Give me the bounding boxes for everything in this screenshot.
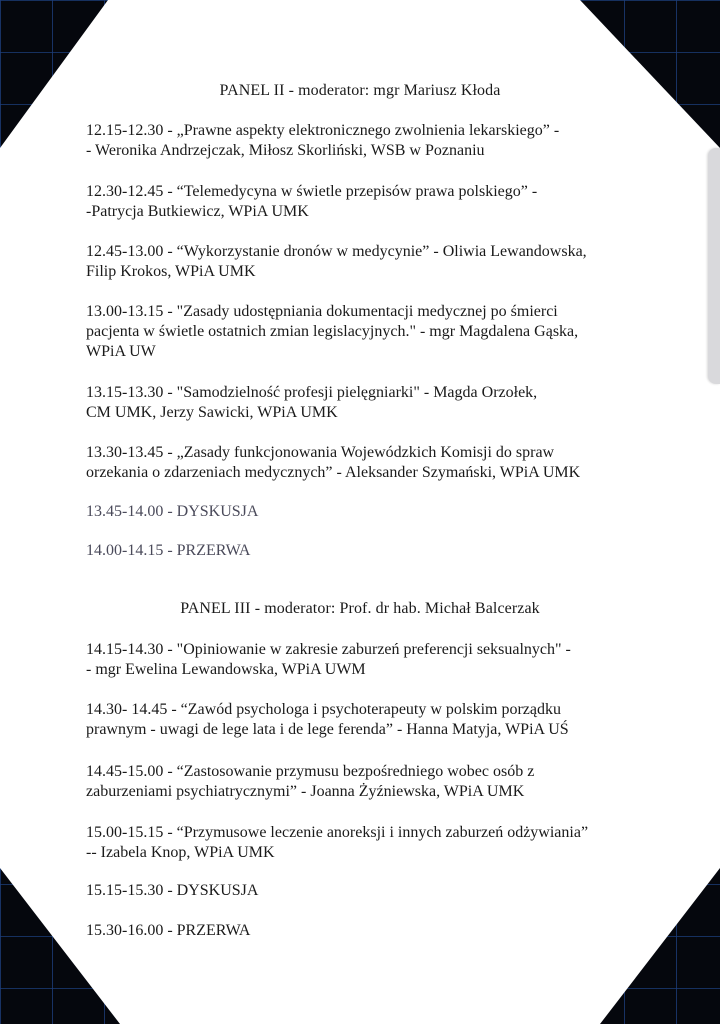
text-line: 13.15-13.30 - "Samodzielność profesji pielęgniarki" - Magda Orzołek,: [86, 384, 538, 401]
panel-2-talk-4: [86, 302, 578, 362]
text-line: 14.15-14.30 - "Opiniowanie w zakresie zaburzeń preferencji seksualnych" -: [86, 641, 571, 658]
text-line: Filip Krokos, WPiA UMK: [86, 263, 256, 280]
text-line: 15.15-15.30 - DYSKUSJA: [86, 882, 259, 899]
text-line: 15.00-15.15 - “Przymusowe leczenie anoreksji i innych zaburzeń odżywiania”: [86, 824, 589, 841]
panel-2-discussion: [86, 502, 258, 522]
text-line: 14.45-15.00 - “Zastosowanie przymusu bezpośredniego wobec osób z: [86, 763, 535, 780]
panel-3-talk-2: [86, 700, 569, 740]
panel-2-talk-1: [86, 121, 559, 161]
text-line: 12.45-13.00 - “Wykorzystanie dronów w medycynie” - Oliwia Lewandowska,: [86, 243, 587, 260]
text-line: WPiA UW: [86, 343, 156, 360]
text-line: prawnym - uwagi de lege lata i de lege ferenda” - Hanna Matyja, WPiA UŚ: [86, 721, 569, 738]
panel-3-talk-4: [86, 823, 588, 863]
panel-3-talk-1: [86, 640, 571, 680]
text-line: zaburzeniami psychiatrycznymi” - Joanna Żyźniewska, WPiA UMK: [86, 783, 525, 800]
panel-2-break: [86, 541, 250, 561]
text-line: orzekania o zdarzeniach medycznych” - Aleksander Szymański, WPiA UMK: [86, 464, 581, 481]
text-line: 14.30- 14.45 - “Zawód psychologa i psychoterapeuty w polskim porządku: [86, 701, 562, 718]
scroll-handle[interactable]: [708, 148, 720, 384]
text-line: 13.00-13.15 - "Zasady udostępniania dokumentacji medycznej po śmierci: [86, 303, 558, 320]
panel-3-break: [86, 921, 250, 941]
panel-3-talk-3: [86, 762, 534, 802]
panel-2-talk-2: [86, 182, 537, 222]
panel-2-talk-5: [86, 383, 537, 423]
text-line: - mgr Ewelina Lewandowska, WPiA UWM: [86, 661, 366, 678]
text-line: - Weronika Andrzejczak, Miłosz Skorliński, WSB w Poznaniu: [86, 142, 485, 159]
panel-2-title: PANEL II - moderator: mgr Mariusz Kłoda: [219, 82, 501, 99]
panel-2-talk-6: [86, 443, 580, 483]
text-line: 12.30-12.45 - “Telemedycyna w świetle przepisów prawa polskiego” -: [86, 183, 538, 200]
text-line: 13.45-14.00 - DYSKUSJA: [86, 503, 259, 520]
panel-3-title: PANEL III - moderator: Prof. dr hab. Michał Balcerzak: [180, 600, 540, 617]
text-line: CM UMK, Jerzy Sawicki, WPiA UMK: [86, 404, 338, 421]
text-line: 13.30-13.45 - „Zasady funkcjonowania Wojewódzkich Komisji do spraw: [86, 444, 555, 461]
text-line: 12.15-12.30 - „Prawne aspekty elektronicznego zwolnienia lekarskiego” -: [86, 122, 560, 139]
text-line: -- Izabela Knop, WPiA UMK: [86, 844, 275, 861]
text-line: pacjenta w świetle ostatnich zmian legislacyjnych." - mgr Magdalena Gąska,: [86, 323, 579, 340]
panel-2-talk-3: [86, 242, 587, 282]
text-line: 15.30-16.00 - PRZERWA: [86, 922, 251, 939]
text-line: -Patrycja Butkiewicz, WPiA UMK: [86, 203, 309, 220]
text-line: 14.00-14.15 - PRZERWA: [86, 542, 251, 559]
panel-3-discussion: [86, 881, 258, 901]
